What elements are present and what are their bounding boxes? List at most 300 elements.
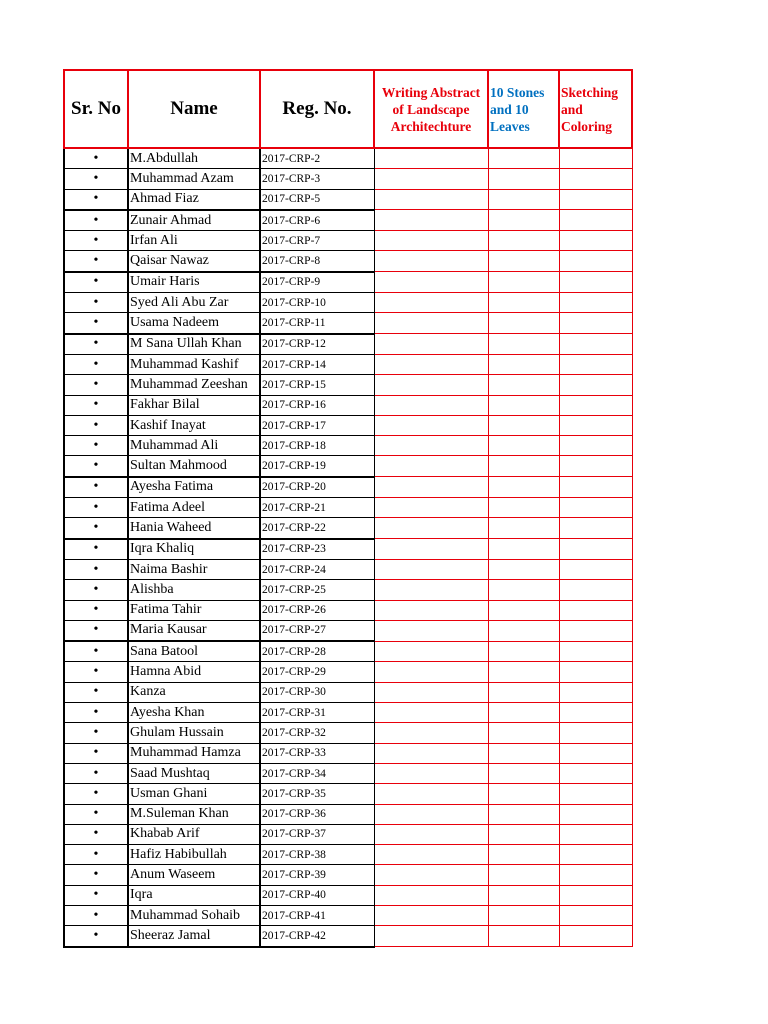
activity-writing-abstract-cell — [374, 375, 488, 395]
activity-writing-abstract-cell — [374, 905, 488, 925]
bullet-icon: • — [93, 294, 99, 310]
activity-writing-abstract-cell — [374, 436, 488, 456]
student-name: Muhammad Hamza — [128, 743, 260, 763]
bullet-icon: • — [93, 643, 99, 659]
activity-writing-abstract-cell — [374, 313, 488, 334]
table-row — [64, 682, 632, 702]
student-name: Sheeraz Jamal — [128, 926, 260, 947]
bullet-icon: • — [93, 664, 99, 680]
table-row — [64, 641, 632, 662]
activity-sketching-cell — [559, 395, 632, 415]
registration-number: 2017-CRP-33 — [260, 743, 374, 763]
bullet-icon: • — [93, 437, 99, 453]
bullet-icon: • — [93, 867, 99, 883]
activity-sketching-cell — [559, 189, 632, 210]
activity-sketching-cell — [559, 313, 632, 334]
student-name: Maria Kausar — [128, 620, 260, 641]
registration-number: 2017-CRP-9 — [260, 272, 374, 293]
bullet-cell — [64, 272, 128, 293]
table-row — [64, 926, 632, 947]
bullet-cell — [64, 723, 128, 743]
activity-sketching-cell — [559, 662, 632, 682]
bullet-icon: • — [93, 397, 99, 413]
activity-stones-leaves-cell — [488, 477, 559, 498]
registration-number: 2017-CRP-14 — [260, 354, 374, 374]
activity-writing-abstract-cell — [374, 477, 488, 498]
table-row — [64, 251, 632, 272]
bullet-icon: • — [93, 724, 99, 740]
bullet-cell — [64, 436, 128, 456]
table-row — [64, 477, 632, 498]
activity-sketching-cell — [559, 845, 632, 865]
student-name: Ghulam Hussain — [128, 723, 260, 743]
bullet-icon: • — [93, 581, 99, 597]
student-name: Zunair Ahmad — [128, 210, 260, 231]
student-name: Muhammad Kashif — [128, 354, 260, 374]
activity-writing-abstract-cell — [374, 743, 488, 763]
registration-number: 2017-CRP-39 — [260, 865, 374, 885]
registration-number: 2017-CRP-36 — [260, 804, 374, 824]
student-name: Ayesha Fatima — [128, 477, 260, 498]
student-name: Fatima Tahir — [128, 600, 260, 620]
activity-stones-leaves-cell — [488, 189, 559, 210]
registration-number: 2017-CRP-25 — [260, 580, 374, 600]
table-row — [64, 395, 632, 415]
header-name: Name — [128, 70, 260, 148]
bullet-icon: • — [93, 907, 99, 923]
activity-stones-leaves-cell — [488, 865, 559, 885]
bullet-cell — [64, 415, 128, 435]
bullet-icon: • — [93, 887, 99, 903]
student-name: Hafiz Habibullah — [128, 845, 260, 865]
activity-sketching-cell — [559, 210, 632, 231]
activity-sketching-cell — [559, 436, 632, 456]
registration-number: 2017-CRP-35 — [260, 784, 374, 804]
bullet-icon: • — [93, 150, 99, 166]
table-row — [64, 600, 632, 620]
table-row — [64, 539, 632, 560]
activity-writing-abstract-cell — [374, 559, 488, 579]
table-row — [64, 703, 632, 723]
registration-number: 2017-CRP-18 — [260, 436, 374, 456]
registration-number: 2017-CRP-41 — [260, 905, 374, 925]
bullet-cell — [64, 580, 128, 600]
student-name: M.Abdullah — [128, 148, 260, 169]
bullet-cell — [64, 926, 128, 947]
activity-writing-abstract-cell — [374, 395, 488, 415]
bullet-cell — [64, 804, 128, 824]
activity-sketching-cell — [559, 498, 632, 518]
activity-sketching-cell — [559, 600, 632, 620]
student-name: Ayesha Khan — [128, 703, 260, 723]
activity-writing-abstract-cell — [374, 662, 488, 682]
registration-number: 2017-CRP-5 — [260, 189, 374, 210]
activity-stones-leaves-cell — [488, 559, 559, 579]
activity-writing-abstract-cell — [374, 334, 488, 355]
bullet-icon: • — [93, 541, 99, 557]
attendance-sheet — [63, 69, 633, 948]
table-row — [64, 210, 632, 231]
bullet-cell — [64, 498, 128, 518]
activity-writing-abstract-cell — [374, 845, 488, 865]
student-name: Ahmad Fiaz — [128, 189, 260, 210]
activity-stones-leaves-cell — [488, 682, 559, 702]
bullet-icon: • — [93, 684, 99, 700]
activity-stones-leaves-cell — [488, 436, 559, 456]
bullet-icon: • — [93, 336, 99, 352]
table-row — [64, 293, 632, 313]
activity-writing-abstract-cell — [374, 804, 488, 824]
header-activity-sketching: Sketching and Coloring — [559, 70, 632, 148]
activity-stones-leaves-cell — [488, 231, 559, 251]
student-name: Muhammad Azam — [128, 169, 260, 189]
student-name: M Sana Ullah Khan — [128, 334, 260, 355]
table-row — [64, 620, 632, 641]
activity-writing-abstract-cell — [374, 251, 488, 272]
bullet-icon: • — [93, 458, 99, 474]
bullet-icon: • — [93, 315, 99, 331]
registration-number: 2017-CRP-23 — [260, 539, 374, 560]
activity-sketching-cell — [559, 641, 632, 662]
activity-stones-leaves-cell — [488, 456, 559, 477]
bullet-cell — [64, 784, 128, 804]
activity-stones-leaves-cell — [488, 763, 559, 783]
activity-stones-leaves-cell — [488, 784, 559, 804]
activity-stones-leaves-cell — [488, 169, 559, 189]
table-row — [64, 743, 632, 763]
student-name: Khabab Arif — [128, 824, 260, 844]
activity-sketching-cell — [559, 703, 632, 723]
registration-number: 2017-CRP-31 — [260, 703, 374, 723]
table-row — [64, 662, 632, 682]
bullet-cell — [64, 231, 128, 251]
activity-stones-leaves-cell — [488, 272, 559, 293]
registration-number: 2017-CRP-2 — [260, 148, 374, 169]
bullet-cell — [64, 845, 128, 865]
registration-number: 2017-CRP-38 — [260, 845, 374, 865]
bullet-icon: • — [93, 704, 99, 720]
bullet-cell — [64, 293, 128, 313]
bullet-icon: • — [93, 212, 99, 228]
activity-stones-leaves-cell — [488, 905, 559, 925]
activity-sketching-cell — [559, 865, 632, 885]
header-sr-no: Sr. No — [64, 70, 128, 148]
bullet-cell — [64, 395, 128, 415]
activity-writing-abstract-cell — [374, 354, 488, 374]
activity-stones-leaves-cell — [488, 415, 559, 435]
student-name: Iqra Khaliq — [128, 539, 260, 560]
activity-writing-abstract-cell — [374, 723, 488, 743]
registration-number: 2017-CRP-42 — [260, 926, 374, 947]
bullet-cell — [64, 539, 128, 560]
table-row — [64, 498, 632, 518]
table-row — [64, 189, 632, 210]
table-row — [64, 580, 632, 600]
registration-number: 2017-CRP-20 — [260, 477, 374, 498]
activity-writing-abstract-cell — [374, 231, 488, 251]
activity-sketching-cell — [559, 477, 632, 498]
activity-sketching-cell — [559, 824, 632, 844]
student-name: Fatima Adeel — [128, 498, 260, 518]
activity-sketching-cell — [559, 559, 632, 579]
bullet-cell — [64, 824, 128, 844]
student-name: Usama Nadeem — [128, 313, 260, 334]
student-name: Fakhar Bilal — [128, 395, 260, 415]
registration-number: 2017-CRP-16 — [260, 395, 374, 415]
activity-writing-abstract-cell — [374, 539, 488, 560]
activity-sketching-cell — [559, 375, 632, 395]
activity-stones-leaves-cell — [488, 313, 559, 334]
activity-stones-leaves-cell — [488, 210, 559, 231]
activity-writing-abstract-cell — [374, 641, 488, 662]
activity-writing-abstract-cell — [374, 272, 488, 293]
table-row — [64, 784, 632, 804]
registration-number: 2017-CRP-8 — [260, 251, 374, 272]
registration-number: 2017-CRP-32 — [260, 723, 374, 743]
activity-sketching-cell — [559, 148, 632, 169]
activity-writing-abstract-cell — [374, 682, 488, 702]
header-reg-no: Reg. No. — [260, 70, 374, 148]
activity-stones-leaves-cell — [488, 703, 559, 723]
registration-number: 2017-CRP-37 — [260, 824, 374, 844]
bullet-icon: • — [93, 846, 99, 862]
activity-sketching-cell — [559, 885, 632, 905]
activity-writing-abstract-cell — [374, 600, 488, 620]
activity-sketching-cell — [559, 763, 632, 783]
bullet-cell — [64, 905, 128, 925]
table-row — [64, 313, 632, 334]
table-row — [64, 415, 632, 435]
bullet-cell — [64, 169, 128, 189]
activity-writing-abstract-cell — [374, 580, 488, 600]
table-row — [64, 885, 632, 905]
bullet-cell — [64, 313, 128, 334]
registration-number: 2017-CRP-12 — [260, 334, 374, 355]
table-row — [64, 824, 632, 844]
activity-stones-leaves-cell — [488, 600, 559, 620]
student-name: Irfan Ali — [128, 231, 260, 251]
bullet-icon: • — [93, 602, 99, 618]
activity-sketching-cell — [559, 784, 632, 804]
bullet-cell — [64, 559, 128, 579]
student-name: Naima Bashir — [128, 559, 260, 579]
student-name: Hania Waheed — [128, 518, 260, 539]
bullet-icon: • — [93, 499, 99, 515]
activity-sketching-cell — [559, 743, 632, 763]
bullet-icon: • — [93, 191, 99, 207]
table-row — [64, 865, 632, 885]
activity-stones-leaves-cell — [488, 498, 559, 518]
table-row — [64, 559, 632, 579]
activity-sketching-cell — [559, 682, 632, 702]
student-rows — [64, 148, 632, 947]
registration-number: 2017-CRP-21 — [260, 498, 374, 518]
activity-writing-abstract-cell — [374, 456, 488, 477]
table-row — [64, 148, 632, 169]
bullet-icon: • — [93, 561, 99, 577]
activity-stones-leaves-cell — [488, 395, 559, 415]
bullet-cell — [64, 620, 128, 641]
bullet-icon: • — [93, 806, 99, 822]
header-activity-writing-abstract: Writing Abstract of Landscape Architechture — [374, 70, 488, 148]
bullet-icon: • — [93, 356, 99, 372]
activity-writing-abstract-cell — [374, 148, 488, 169]
bullet-icon: • — [93, 376, 99, 392]
table-row — [64, 169, 632, 189]
activity-stones-leaves-cell — [488, 824, 559, 844]
activity-writing-abstract-cell — [374, 498, 488, 518]
table-row — [64, 334, 632, 355]
registration-number: 2017-CRP-6 — [260, 210, 374, 231]
student-name: M.Suleman Khan — [128, 804, 260, 824]
bullet-icon: • — [93, 519, 99, 535]
bullet-cell — [64, 477, 128, 498]
activity-stones-leaves-cell — [488, 518, 559, 539]
activity-stones-leaves-cell — [488, 539, 559, 560]
student-name: Saad Mushtaq — [128, 763, 260, 783]
table-row — [64, 763, 632, 783]
activity-writing-abstract-cell — [374, 210, 488, 231]
bullet-icon: • — [93, 927, 99, 943]
activity-writing-abstract-cell — [374, 415, 488, 435]
bullet-cell — [64, 682, 128, 702]
activity-stones-leaves-cell — [488, 334, 559, 355]
activity-sketching-cell — [559, 620, 632, 641]
activity-sketching-cell — [559, 926, 632, 947]
student-name: Kashif Inayat — [128, 415, 260, 435]
activity-sketching-cell — [559, 334, 632, 355]
activity-sketching-cell — [559, 415, 632, 435]
registration-number: 2017-CRP-27 — [260, 620, 374, 641]
activity-writing-abstract-cell — [374, 824, 488, 844]
activity-sketching-cell — [559, 518, 632, 539]
registration-number: 2017-CRP-3 — [260, 169, 374, 189]
registration-number: 2017-CRP-40 — [260, 885, 374, 905]
registration-number: 2017-CRP-30 — [260, 682, 374, 702]
activity-stones-leaves-cell — [488, 743, 559, 763]
bullet-icon: • — [93, 745, 99, 761]
activity-sketching-cell — [559, 723, 632, 743]
student-name: Kanza — [128, 682, 260, 702]
student-name: Sultan Mahmood — [128, 456, 260, 477]
activity-writing-abstract-cell — [374, 620, 488, 641]
registration-number: 2017-CRP-19 — [260, 456, 374, 477]
activity-stones-leaves-cell — [488, 354, 559, 374]
activity-stones-leaves-cell — [488, 293, 559, 313]
bullet-icon: • — [93, 170, 99, 186]
student-name: Sana Batool — [128, 641, 260, 662]
activity-writing-abstract-cell — [374, 865, 488, 885]
activity-writing-abstract-cell — [374, 189, 488, 210]
registration-number: 2017-CRP-15 — [260, 375, 374, 395]
student-name: Anum Waseem — [128, 865, 260, 885]
activity-sketching-cell — [559, 251, 632, 272]
table-row — [64, 354, 632, 374]
activity-sketching-cell — [559, 539, 632, 560]
table-row — [64, 456, 632, 477]
student-name: Umair Haris — [128, 272, 260, 293]
activity-writing-abstract-cell — [374, 885, 488, 905]
registration-number: 2017-CRP-11 — [260, 313, 374, 334]
table-row — [64, 436, 632, 456]
registration-number: 2017-CRP-29 — [260, 662, 374, 682]
activity-writing-abstract-cell — [374, 926, 488, 947]
activity-sketching-cell — [559, 580, 632, 600]
activity-sketching-cell — [559, 354, 632, 374]
activity-sketching-cell — [559, 231, 632, 251]
bullet-icon: • — [93, 253, 99, 269]
bullet-cell — [64, 763, 128, 783]
bullet-icon: • — [93, 785, 99, 801]
student-name: Iqra — [128, 885, 260, 905]
registration-number: 2017-CRP-22 — [260, 518, 374, 539]
bullet-cell — [64, 662, 128, 682]
student-name: Usman Ghani — [128, 784, 260, 804]
bullet-cell — [64, 334, 128, 355]
student-name: Muhammad Ali — [128, 436, 260, 456]
activity-stones-leaves-cell — [488, 845, 559, 865]
activity-writing-abstract-cell — [374, 763, 488, 783]
activity-writing-abstract-cell — [374, 703, 488, 723]
bullet-icon: • — [93, 479, 99, 495]
activity-stones-leaves-cell — [488, 662, 559, 682]
activity-sketching-cell — [559, 804, 632, 824]
student-name: Muhammad Sohaib — [128, 905, 260, 925]
table-row — [64, 905, 632, 925]
bullet-cell — [64, 456, 128, 477]
activity-stones-leaves-cell — [488, 375, 559, 395]
bullet-cell — [64, 703, 128, 723]
student-name: Qaisar Nawaz — [128, 251, 260, 272]
activity-stones-leaves-cell — [488, 885, 559, 905]
bullet-cell — [64, 148, 128, 169]
activity-stones-leaves-cell — [488, 641, 559, 662]
bullet-cell — [64, 641, 128, 662]
table-row — [64, 375, 632, 395]
table-row — [64, 845, 632, 865]
activity-stones-leaves-cell — [488, 251, 559, 272]
student-name: Muhammad Zeeshan — [128, 375, 260, 395]
table-row — [64, 804, 632, 824]
registration-number: 2017-CRP-10 — [260, 293, 374, 313]
student-name: Syed Ali Abu Zar — [128, 293, 260, 313]
activity-writing-abstract-cell — [374, 293, 488, 313]
student-name: Alishba — [128, 580, 260, 600]
bullet-icon: • — [93, 622, 99, 638]
activity-sketching-cell — [559, 169, 632, 189]
bullet-cell — [64, 354, 128, 374]
activity-writing-abstract-cell — [374, 518, 488, 539]
student-name: Hamna Abid — [128, 662, 260, 682]
activity-stones-leaves-cell — [488, 620, 559, 641]
bullet-icon: • — [93, 826, 99, 842]
bullet-cell — [64, 865, 128, 885]
header-activity-stones-leaves: 10 Stones and 10 Leaves — [488, 70, 559, 148]
activity-stones-leaves-cell — [488, 804, 559, 824]
bullet-cell — [64, 885, 128, 905]
bullet-cell — [64, 518, 128, 539]
table-row — [64, 231, 632, 251]
activity-stones-leaves-cell — [488, 723, 559, 743]
registration-number: 2017-CRP-17 — [260, 415, 374, 435]
activity-stones-leaves-cell — [488, 148, 559, 169]
activity-sketching-cell — [559, 272, 632, 293]
activity-stones-leaves-cell — [488, 926, 559, 947]
bullet-icon: • — [93, 765, 99, 781]
registration-number: 2017-CRP-28 — [260, 641, 374, 662]
bullet-cell — [64, 600, 128, 620]
registration-number: 2017-CRP-24 — [260, 559, 374, 579]
